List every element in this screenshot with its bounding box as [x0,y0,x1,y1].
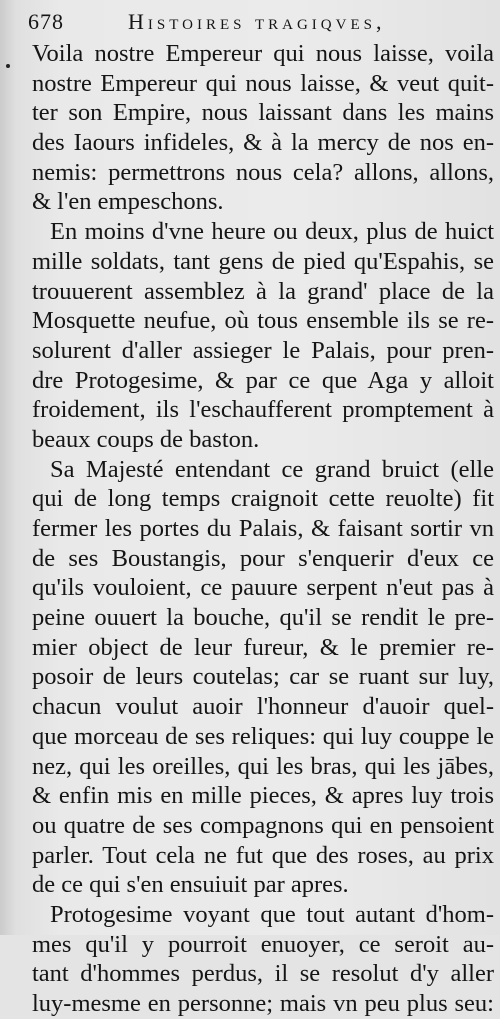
margin-dot [6,64,10,68]
text-line: ter son Empire, nous laissant dans les mains [32,99,494,127]
spine-shadow [0,0,16,935]
text-line: peine ouuert la bouche, qu'il se rendit le pre- [32,604,494,632]
text-line: Voila nostre Empereur qui nous laisse, voila [32,40,494,67]
text-line: dre Protogesime, & par ce que Aga y alloit [32,366,494,394]
text-line: de ce qui s'en ensuiuit par apres. [32,871,349,899]
text-line: nostre Empereur qui nous laisse, & veut quit- [32,69,494,97]
text-line: & enfin mis en mille pieces, & apres luy trois [32,782,494,810]
text-line: qu'ils vouloient, ce pauure serpent n'eut pas à [32,574,494,602]
text-line: luy-mesme en personne; mais vn peu plus seu: [32,990,494,1017]
text-line: que morceau de ses reliques: qui luy couppe le [32,722,494,750]
text-line: & l'en empeschons. [32,188,224,216]
text-line: fermer les portes du Palais, & faisant sortir vn [32,515,494,542]
text-line: parler. Tout cela ne fut que des roses, au prix [32,841,494,869]
text-line: chacun voulut auoir l'honneur d'auoir quel- [32,693,494,721]
text-line: mes qu'il y pourroit enuoyer, ce seroit au- [32,930,494,958]
page-number: 678 [28,9,64,34]
text-line: trouuerent assemblez à la grand' place de la [32,277,494,305]
page-header [28,7,478,37]
text-line: mille soldats, tant gens de pied qu'Espahis, se [32,247,494,275]
text-line: nez, qui les oreilles, qui les bras, qui les jābes, [32,752,494,780]
text-line: En moins d'vne heure ou deux, plus de huict [50,218,494,246]
text-line: ou quatre de ses compagnons qui en pensoient [32,811,494,839]
text-line: tant d'hommes perdus, il se resolut d'y aller [32,960,494,988]
text-line: Sa Majesté entendant ce grand bruict (elle [50,455,494,483]
body-text [32,39,494,1019]
text-line: froidement, ils l'eschaufferent promptement à [32,396,494,424]
running-head: Histoires tragiqves, [128,9,386,34]
text-line: Protogesime voyant que tout autant d'hom- [50,900,494,928]
text-line: de ses Boustangis, pour s'enquerir d'eux ce [32,544,494,572]
text-line: Mosquette neufue, où tous ensemble ils se re- [32,307,494,335]
text-line: beaux coups de baston. [32,425,260,453]
text-line: mier object de leur fureur, & le premier re- [32,633,494,661]
text-line: posoir de leurs coutelas; car se ruant sur luy, [32,663,494,691]
text-line: nemis: permettrons nous cela? allons, allons, [32,158,494,186]
text-line: des Iaours infideles, & à la mercy de nos en- [32,129,494,157]
text-line: qui de long temps craignoit cette reuolte) fit [32,485,494,513]
text-line: solurent d'aller assieger le Palais, pour pren- [32,336,494,364]
